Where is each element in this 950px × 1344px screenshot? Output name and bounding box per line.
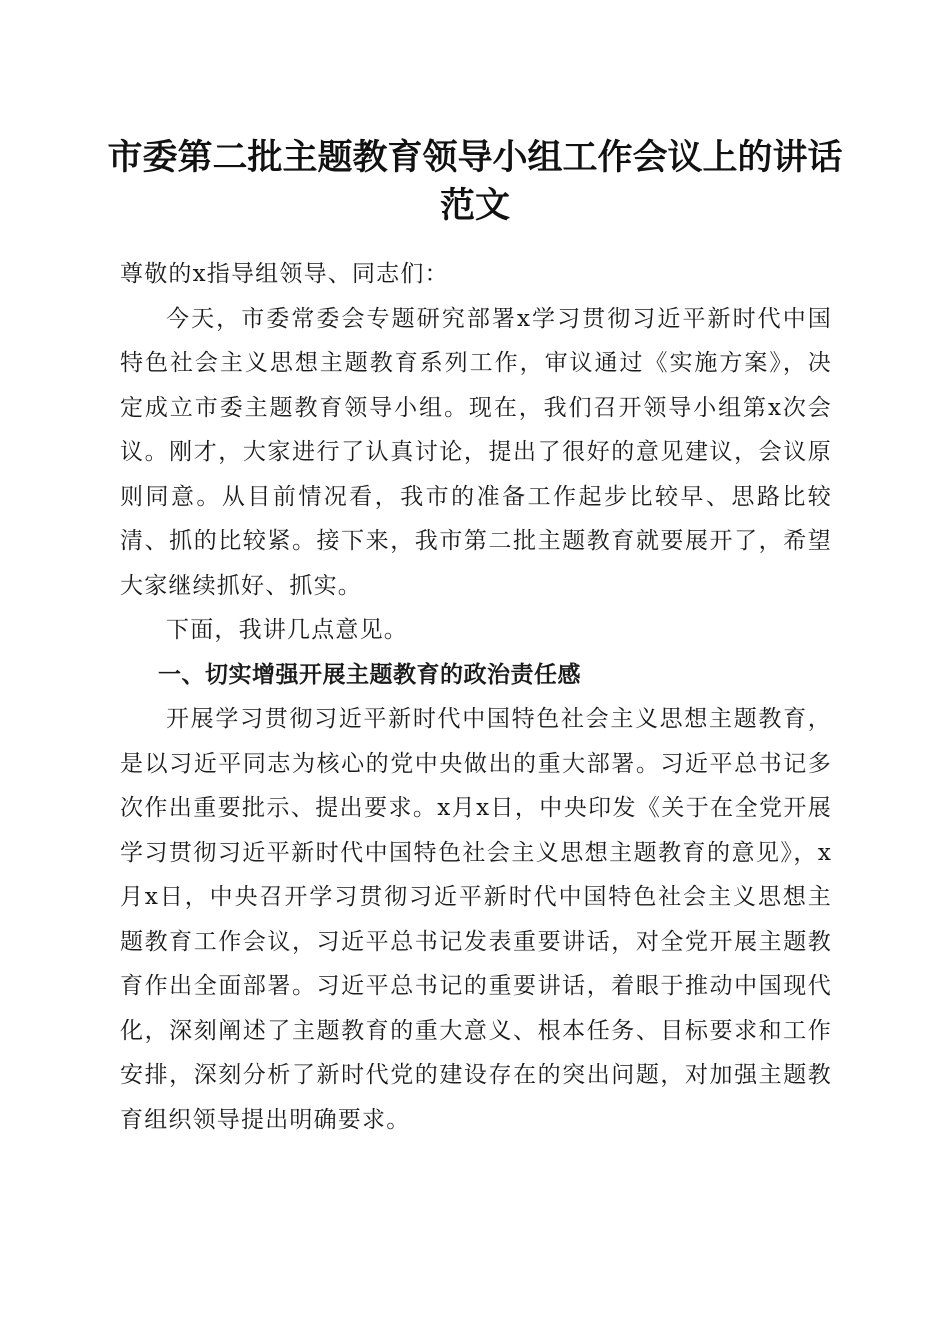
section-heading: 一、切实增强开展主题教育的政治责任感 [158,661,581,688]
body-paragraph: 下面，我讲几点意见。 [166,617,408,643]
salutation: 尊敬的x指导组领导、同志们： [120,261,449,287]
body-paragraph: 开展学习贯彻习近平新时代中国特色社会主义思想主题教育，是以习近平同志为核心的党中央做出的重大部署。习近平总书记多次作出重要批示、提出要求。x月x日，中央印发《关于在全党开展学习贯彻习近平新时代中国特色社会主义思想主题教育的意见》，x月x日，中央召开学习贯彻习近平新时代中国特色社会主义思想主题教育工作会议，习近平总书记发表重要讲话，对全党开展主题教育作出全面部署。习近平总书记的重要讲话，着眼于推动中国现代化，深刻阐述了主题教育的重大意义、根本任务、目标要求和工作安排，深刻分析了新时代党的建设存在的突出问题，对加强主题教育组织领导提出明确要求。 [120,706,832,1133]
document-title: 市委第二批主题教育领导小组工作会议上的讲话范文 [107,137,843,226]
body-paragraph: 今天，市委常委会专题研究部署x学习贯彻习近平新时代中国特色社会主义思想主题教育系列工作，审议通过《实施方案》，决定成立市委主题教育领导小组。现在，我们召开领导小组第x次会议。刚才，大家进行了认真讨论，提出了很好的意见建议，会议原则同意。从目前情况看，我市的准备工作起步比较早、思路比较清、抓的比较紧。接下来，我市第二批主题教育就要展开了，希望大家继续抓好、抓实。 [120,305,832,599]
document-body [120,252,832,1142]
